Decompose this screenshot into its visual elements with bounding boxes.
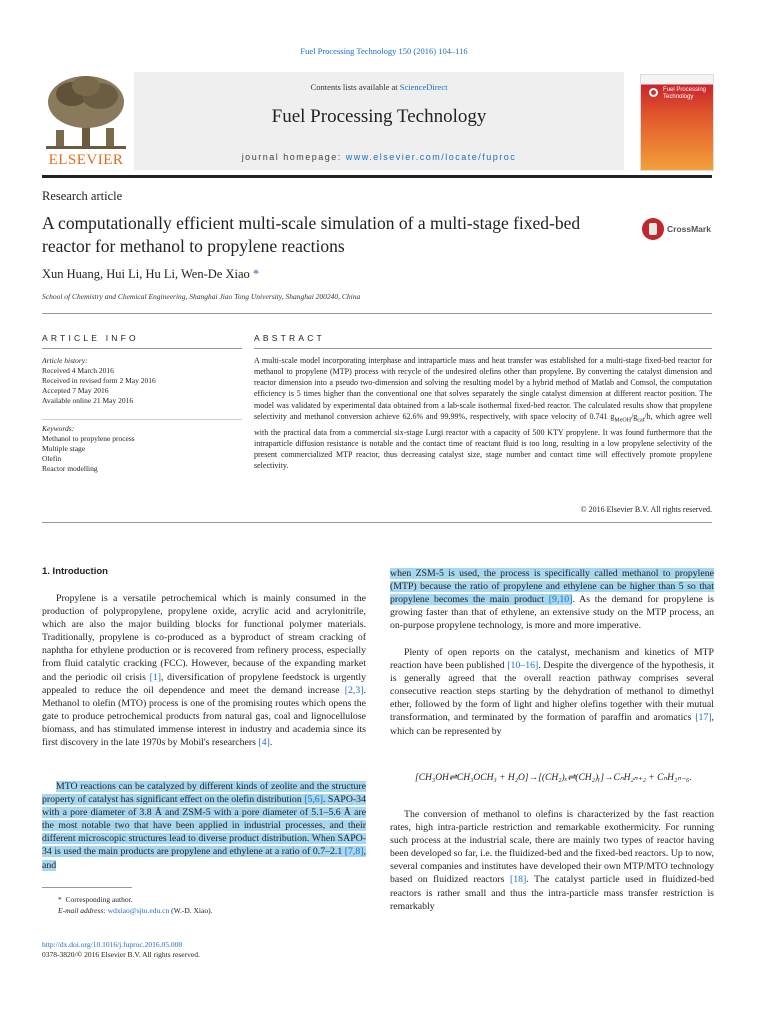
section-heading: 1. Introduction	[42, 566, 108, 577]
email-suffix: (W.-D. Xiao).	[169, 906, 213, 915]
paragraph: Propylene is a versatile petrochemical which is mainly consumed in the production of polypropylene, propylene oxide, acrylic acid and acrylonitrile, which are also the major building blocks for functional polymer materials. Traditionally, propylene is co-produced as a byproduct of stream cracking of naphtha for ethylene production or is recovered from refinery process, especially from fluid catalytic cracking (FCC). However, because of the expanding market and the periodic oil crisis [1], diversification of propylene feedstock is urgently appealed to reduce the oil dependence and meet the demand increase [2,3]. Methanol to olefin (MTO) process is one of the promising routes which opens the gate to produce petrochemical products from natural gas, coal and lignocellulose biomass, and has stimulated immense interest in industry and academia since its first discovery in the late 1970s by Mobil's researchers [4].	[42, 593, 367, 749]
footnote	[42, 894, 366, 916]
journal-homepage	[134, 152, 624, 162]
citation-link[interactable]: [1]	[149, 671, 162, 683]
sciencedirect-link[interactable]: ScienceDirect	[399, 82, 448, 92]
footnote-mark: *	[58, 895, 66, 904]
crossmark-label: CrossMark	[667, 224, 711, 234]
article-title: A computationally efficient multi-scale simulation of a multi-stage fixed-bed reactor for methanol to propylene reactions	[42, 213, 581, 256]
issn-line: 0378-3820/© 2016 Elsevier B.V. All rights reserved.	[42, 950, 200, 959]
journal-title: Fuel Processing Technology	[271, 106, 487, 127]
journal-reference[interactable]: Fuel Processing Technology 150 (2016) 104–116	[300, 46, 468, 56]
page-footer	[42, 940, 366, 960]
cover-logo-icon	[649, 88, 658, 97]
masthead-banner	[134, 72, 624, 170]
citation-link[interactable]: [7,8]	[344, 846, 364, 858]
paragraph: The conversion of methanol to olefins is characterized by the fast reaction rates, high intra-particle restriction and remarkable exothermicity. For running such process at the industrial scale, there are mainly two types of reactor having been developed so far, i.e. the fluidized-bed and the fixed-bed reactors. Up to now, several companies and institutes have developed their own MTP/MTO technology based on fluidized reactors [18]. The catalyst particle used in fluidized-bed reactors is rather small and thus the intra-particle mass transfer restriction is remarkably	[390, 809, 714, 912]
crossmark-badge[interactable]	[642, 218, 717, 244]
elsevier-logo-text: ELSEVIER	[48, 152, 124, 168]
divider	[42, 348, 242, 349]
reaction-equation: [CH₃OH⇌CH₃OCH₃ + H₂O]→[(CH₂)ₓ⇌(CH₂)ᵧ]→CₙH₂ₙ₊₂ + CₙH₂ₙ₋₆.	[415, 773, 692, 783]
email-label: E-mail address:	[58, 906, 108, 915]
email-link[interactable]: wdxiao@sjtu.edu.cn	[107, 906, 170, 915]
author-list	[42, 267, 259, 282]
keyword-item: Olefin	[42, 454, 62, 463]
cover-title: Fuel Processing Technology	[663, 87, 707, 100]
corresponding-author-mark[interactable]: *	[252, 267, 260, 281]
keyword-item: Methanol to propylene process	[42, 434, 135, 443]
citation-link[interactable]: [10–16]	[507, 660, 539, 672]
keyword-item: Multiple stage	[42, 444, 86, 453]
divider	[42, 522, 712, 523]
homepage-label: journal homepage:	[241, 152, 346, 162]
abstract-heading: ABSTRACT	[254, 333, 325, 343]
keywords-label: Keywords:	[42, 424, 75, 433]
paragraph: Plenty of open reports on the catalyst, mechanism and kinetics of MTP reaction have been published [10–16]. Despite the divergence of the hypothesis, it is generally agreed that the overall reaction pathway comprises several consecutive reaction steps starting by the dehydration of methanol to dimethyl ether, followed by the form of light and higher olefins together with their mutual transformation, and terminated by the formation of paraffin and aromatics [17], which can be represented by	[390, 647, 714, 737]
divider	[42, 419, 242, 420]
journal-cover-thumbnail	[640, 74, 714, 171]
citation-link[interactable]: [4]	[258, 737, 270, 749]
citation-link[interactable]: [5,6]	[304, 794, 323, 806]
article-history	[42, 356, 242, 406]
divider	[254, 348, 712, 349]
history-label: Article history:	[42, 356, 88, 365]
homepage-link[interactable]: www.elsevier.com/locate/fuproc	[345, 152, 517, 162]
crossmark-icon	[642, 218, 664, 240]
divider	[42, 313, 712, 314]
article-info-heading: ARTICLE INFO	[42, 333, 139, 343]
citation-link[interactable]: [9,10]	[548, 594, 573, 606]
article-type: Research article	[42, 189, 123, 203]
contents-line	[134, 82, 624, 92]
footnote-rule	[42, 887, 132, 888]
highlighted-paragraph: when ZSM-5 is used, the process is specifically called methanol to propylene (MTP) because the ratio of propylene and ethylene can be higher than 5 so that propylene becomes the main product [9,10]. As the demand for propylene is growing faster than that of ethylene, an extensive study on the MTP process, an on-purpose propylene technology, is more and more imperative.	[390, 568, 714, 632]
keyword-item: Reactor modelling	[42, 464, 98, 473]
citation-link[interactable]: [17]	[695, 712, 712, 724]
header-rule	[42, 175, 712, 178]
keywords	[42, 424, 242, 474]
history-item: Accepted 7 May 2016	[42, 386, 109, 395]
citation-link[interactable]: [2,3]	[344, 684, 364, 696]
authors: Xun Huang, Hui Li, Hu Li, Wen-De Xiao	[42, 267, 250, 281]
history-item: Available online 21 May 2016	[42, 396, 134, 405]
masthead	[42, 72, 712, 172]
contents-prefix: Contents lists available at	[310, 82, 400, 92]
history-item: Received 4 March 2016	[42, 366, 114, 375]
copyright-notice: © 2016 Elsevier B.V. All rights reserved.	[580, 505, 712, 514]
highlighted-paragraph: MTO reactions can be catalyzed by different kinds of zeolite and the structure property of catalyst has significant effect on the olefin distribution [5,6]. SAPO-34 with a pore diameter of 3.8 Å and ZSM-5 with a pore diameter of 5.1–5.6 Å are the most notable two that have been applied in industrial processes, and their different microscopic structures lead to diverse product distribution. When SAPO-34 is used the main products are propylene and ethylene at a ratio of 0.7–2.1 [7,8], and	[42, 781, 366, 871]
doi-link[interactable]: http://dx.doi.org/10.1016/j.fuproc.2016.05.008	[42, 940, 183, 949]
corresponding-note: Corresponding author.	[65, 895, 133, 904]
abstract-text: A multi-scale model incorporating interphase and intraparticle mass and heat transfer was established for a multi-stage fixed-bed reactor for methanol to propylene (MTP) process with recycle of the undesired olefins other than propylene. By converting the catalyst dimension and reactor dimension into a pseudo two-dimension and solving the resulting model by a hybrid method of Matlab and Comsol, the computation efficiency is 5 times higher than the conventional one that solves separately the single catalyst dimension at different reactor position. The model was validated by experimental data obtained from a lab-scale isothermal fixed-bed reactor. The calculated results show that propylene selectivity and methanol conversion achieve 62.6% and 99.99%, respectively, with space velocity of 0.741 $g_{MeOH}/g_{cat}/h$, which agree well with the practical data from a commercial six-stage Lurgi reactor with a capacity of 500 KTY propylene. It was found furthermore that the intraparticle diffusion resistance is notable and the contact time of reactant fluid is too long, resulting in a low propylene selectivity of the present commercialized MTP reactor, thus decreasing catalyst size, stage number and contact time will effectively promote propylene selectivity.	[254, 356, 712, 470]
citation-link[interactable]: [18]	[509, 874, 527, 886]
affiliation: School of Chemistry and Chemical Engineering, Shanghai Jiao Tong University, Shanghai 200240, China	[42, 292, 361, 301]
history-item: Received in revised form 2 May 2016	[42, 376, 156, 385]
